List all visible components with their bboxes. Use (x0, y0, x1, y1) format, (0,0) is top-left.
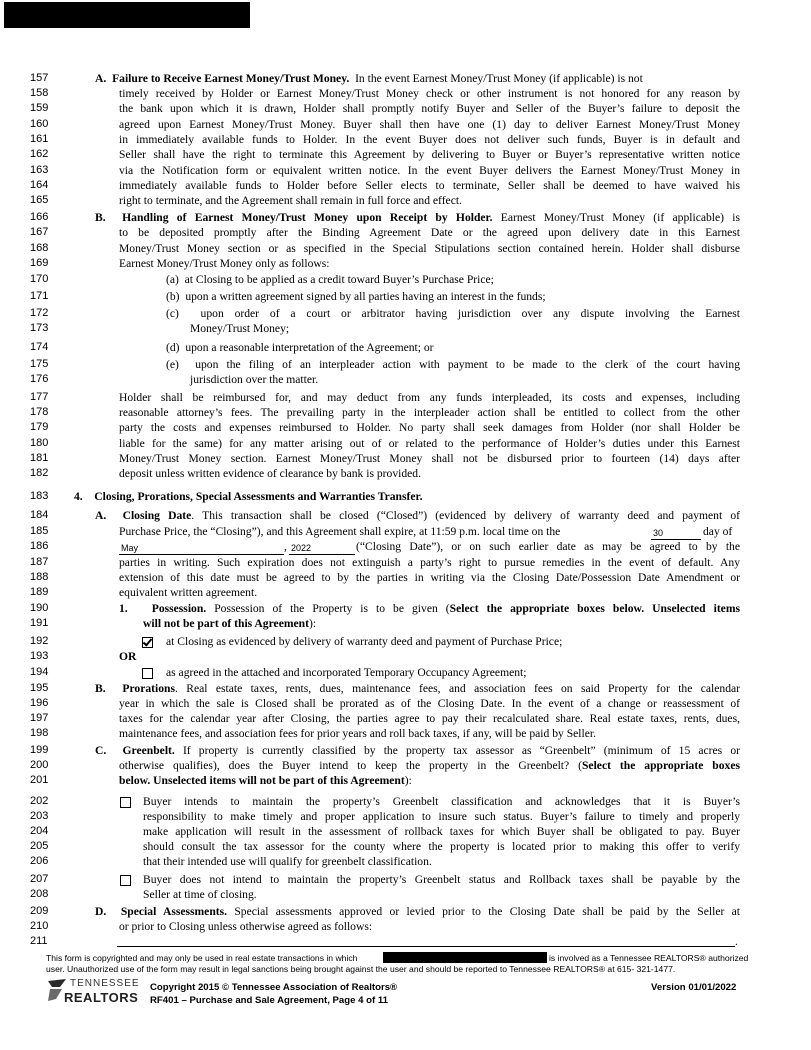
document-text-line: C. Greenbelt. If property is currently classified by the property tax assessor as “Greenbelt” (minimum of 15 acres or (95, 744, 740, 757)
line-number: 165 (30, 194, 49, 206)
document-text-line: will not be part of this Agreement): (143, 617, 317, 630)
line-number: 210 (30, 920, 49, 932)
document-text-line: (a) at Closing to be applied as a credit toward Buyer’s Purchase Price; (166, 273, 494, 286)
line-number: 169 (30, 257, 49, 269)
line-number: 168 (30, 242, 49, 254)
document-text-line: (“Closing Date”), or on such earlier date as may be agreed to by the (356, 540, 740, 553)
document-text-line: Buyer does not intend to maintain the property’s Greenbelt status and Rollback taxes shall be payable by the (143, 873, 740, 886)
document-text-line: otherwise qualifies), does the Buyer intend to keep the property in the Greenbelt? (Select the appropriate boxes (119, 759, 740, 772)
document-text-line: (d) upon a reasonable interpretation of the Agreement; or (166, 341, 434, 354)
footer-notice-line1-start: This form is copyrighted and may only be used in real estate transactions in which (46, 953, 358, 963)
document-text-line: D. Special Assessments. Special assessments approved or levied prior to the Closing Date shall be paid by the Seller at (95, 905, 741, 918)
document-text-line: maintenance fees, and association fees for prior years and roll back taxes, if any, will be paid by Seller. (119, 727, 596, 740)
line-number: 164 (30, 179, 49, 191)
document-text-line: in immediately available funds to Holder. In the event Buyer does not deliver such funds, Buyer is in default and (119, 133, 740, 146)
document-text-line: (c) upon order of a court or arbitrator having jurisdiction over any dispute involving the Earnest (166, 307, 740, 320)
document-text-line: taxes for the calendar year after Closing, the parties agree to pay their recalculated share. Real estate taxes, rents, dues, (119, 712, 740, 725)
closing-year-field[interactable]: 2022 (291, 543, 312, 553)
greenbelt-maintain-checkbox[interactable] (120, 797, 131, 808)
line-number: 167 (30, 226, 49, 238)
document-text-line: that their intended use will qualify for greenbelt classification. (143, 855, 432, 868)
line-number: 180 (30, 437, 49, 449)
document-text-line: Seller at time of closing. (143, 888, 257, 901)
line-number: 203 (30, 810, 49, 822)
document-text-line: responsibility to make timely and proper application to insure such status. Buyer’s failure to timely and properly (143, 810, 740, 823)
document-text-line: A. Failure to Receive Earnest Money/Trust Money. In the event Earnest Money/Trust Money (if applicable) is not (95, 72, 643, 85)
redaction-bar (4, 2, 250, 28)
document-text-line: deposit unless written evidence of clearance by bank is provided. (119, 467, 421, 480)
document-text-line: B. Prorations. Real estate taxes, rents, dues, maintenance fees, and association fees on said Property for the calendar (95, 682, 740, 695)
line-number: 196 (30, 697, 49, 709)
special-assessments-period: . (735, 935, 738, 948)
line-number: 177 (30, 391, 49, 403)
possession-temporary-occupancy-checkbox[interactable] (142, 668, 153, 679)
document-text-line: year in which the sale is Closed shall be prorated as of the Closing Date. In the event of a change or reassessment of (119, 697, 740, 710)
line-number: 202 (30, 795, 49, 807)
line-number: 190 (30, 602, 49, 614)
line-number: 187 (30, 556, 49, 568)
document-text-line: 1. Possession. Possession of the Property is to be given (Select the appropriate boxes below. Unselected items (119, 602, 741, 615)
line-number: 162 (30, 148, 49, 160)
line-number: 176 (30, 373, 49, 385)
line-number: 178 (30, 406, 49, 418)
line-number: 200 (30, 759, 49, 771)
logo-text-tennessee: TENNESSEE (70, 978, 140, 989)
document-text-line: liable for the same) for any matter arising out of or related to the performance of Holder’s duties under this Earnest (119, 437, 740, 450)
line-number: 160 (30, 118, 49, 130)
line-number: 185 (30, 525, 49, 537)
line-number: 179 (30, 421, 49, 433)
document-text-line: (b) upon a written agreement signed by all parties having an interest in the funds; (166, 290, 546, 303)
document-text-line: right to terminate, and the Agreement shall remain in full force and effect. (119, 194, 462, 207)
footer-notice-line2: user. Unauthorized use of the form may result in legal sanctions being brought against the user and should be reported to Tennessee REALTORS® at 615- 321-1477. (46, 964, 676, 974)
document-text-line: Money/Trust Money section. Earnest Money/Trust Money shall not be disbursed prior to fourteen (14) days after (119, 452, 740, 465)
line-number: 158 (30, 87, 49, 99)
document-text-line: below. Unselected items will not be part of this Agreement): (119, 774, 412, 787)
special-assessments-line[interactable] (117, 946, 735, 947)
year-comma: , (284, 540, 287, 553)
line-number: 189 (30, 586, 49, 598)
line-number: 195 (30, 682, 49, 694)
document-text-line: Holder shall be reimbursed for, and may deduct from any funds interpleaded, its costs and expenses, including (119, 391, 740, 404)
line-number: 186 (30, 540, 49, 552)
line-number: 207 (30, 873, 49, 885)
line-number: 197 (30, 712, 49, 724)
line-number: 161 (30, 133, 49, 145)
document-text-line: via the Notification form or equivalent written notice. In the event Buyer delivers the Earnest Money/Trust Money in (119, 164, 740, 177)
document-text-line: to be deposited promptly after the Binding Agreement Date or the agreed upon delivery date in this Earnest (119, 226, 740, 239)
line-number: 194 (30, 666, 49, 678)
line-number: 191 (30, 617, 49, 629)
line-number: 172 (30, 307, 49, 319)
line-number: 182 (30, 467, 49, 479)
closing-year-underline (289, 554, 355, 555)
greenbelt-not-maintain-checkbox[interactable] (120, 875, 131, 886)
document-text-line: OR (119, 650, 137, 663)
line-number: 184 (30, 509, 49, 521)
line-number: 204 (30, 825, 49, 837)
line-number: 208 (30, 888, 49, 900)
line-number: 211 (30, 935, 48, 947)
document-text-line: Purchase Price, the “Closing”), and this Agreement shall expire, at 11:59 p.m. local time on the (119, 525, 561, 538)
document-text-line: Buyer intends to maintain the property’s Greenbelt classification and acknowledges that it is Buyer’s (143, 795, 740, 808)
document-text-line: A. Closing Date. This transaction shall be closed (“Closed”) (evidenced by delivery of warranty deed and payment of (95, 509, 740, 522)
document-text-line: Seller shall have the right to terminate this Agreement by delivering to Buyer or Buyer’s representative written notice (119, 148, 740, 161)
line-number: 209 (30, 905, 49, 917)
document-text-line: jurisdiction over the matter. (190, 373, 319, 386)
document-text-line: reasonable attorney’s fees. The prevailing party in the interpleader action shall be entitled to collect from the other (119, 406, 740, 419)
line-number: 174 (30, 341, 49, 353)
line-number: 205 (30, 840, 49, 852)
document-text-line: at Closing as evidenced by delivery of warranty deed and payment of Purchase Price; (166, 635, 563, 648)
document-text-line: or prior to Closing unless otherwise agreed as follows: (119, 920, 373, 933)
document-text-line: Earnest Money/Trust Money only as follows: (119, 257, 330, 270)
document-text-line: 4. Closing, Prorations, Special Assessments and Warranties Transfer. (74, 490, 423, 503)
document-text-line: equivalent written agreement. (119, 586, 258, 599)
line-number: 166 (30, 211, 49, 223)
closing-month-underline (119, 554, 284, 555)
footer-redaction-bar (383, 952, 547, 963)
document-text-line: the bank upon which it is drawn, Holder shall promptly notify Buyer and Seller of the Buyer’s failure to deposit the (119, 102, 740, 115)
document-text-line: party the costs and expenses reimbursed to Holder. No party shall seek damages from Holder (nor shall Holder be (119, 421, 740, 434)
line-number: 159 (30, 102, 49, 114)
line-number: 192 (30, 635, 49, 647)
line-number: 193 (30, 650, 49, 662)
logo-text-realtors: REALTORS (64, 990, 139, 1005)
line-number: 198 (30, 727, 49, 739)
line-number: 206 (30, 855, 49, 867)
line-number: 199 (30, 744, 49, 756)
footer-form-title: RF401 – Purchase and Sale Agreement, Page 4 of 11 (150, 995, 388, 1006)
footer-version: Version 01/01/2022 (651, 982, 737, 993)
day-of-label: day of (703, 525, 733, 538)
line-number: 157 (30, 72, 49, 84)
document-text-line: agreed upon Earnest Money/Trust Money. Buyer shall then have one (1) day to deliver Earnest Money/Trust Money (119, 118, 740, 131)
document-text-line: immediately available funds to Holder before Seller elects to terminate, Seller shall be deemed to have waived his (119, 179, 740, 192)
closing-day-field[interactable]: 30 (653, 528, 664, 538)
document-text-line: make application will result in the assessment of rollback taxes for which Buyer shall be obligated to pay. Buyer (143, 825, 740, 838)
document-text-line: as agreed in the attached and incorporated Temporary Occupancy Agreement; (166, 666, 527, 679)
closing-day-underline (651, 539, 701, 540)
possession-at-closing-checkbox[interactable] (142, 637, 153, 648)
line-number: 201 (30, 774, 49, 786)
line-number: 163 (30, 164, 49, 176)
document-text-line: Money/Trust Money; (190, 322, 290, 335)
line-number: 175 (30, 358, 49, 370)
document-text-line: extension of this date must be agreed to by the parties in writing via the Closing Date/Possession Date Amendment or (119, 571, 740, 584)
document-text-line: timely received by Holder or Earnest Money/Trust Money check or other instrument is not honored for any reason by (119, 87, 740, 100)
line-number: 173 (30, 322, 49, 334)
document-text-line: should consult the tax assessor for the county where the property is located prior to making this offer to verify (143, 840, 740, 853)
line-number: 170 (30, 273, 49, 285)
document-text-line: B. Handling of Earnest Money/Trust Money upon Receipt by Holder. Earnest Money/Trust Money (if applicable) is (95, 211, 740, 224)
line-number: 188 (30, 571, 49, 583)
line-number: 181 (30, 452, 49, 464)
line-number: 183 (30, 490, 49, 502)
document-text-line: parties in writing. Such expiration does not extinguish a party’s right to pursue remedies in the event of default. Any (119, 556, 740, 569)
line-number: 171 (30, 290, 49, 302)
footer-notice-line1-end: is involved as a Tennessee REALTORS® authorized (549, 953, 749, 963)
footer-copyright: Copyright 2015 © Tennessee Association of Realtors® (150, 982, 398, 993)
closing-month-field[interactable]: May (121, 543, 139, 553)
document-text-line: (e) upon the filing of an interpleader action with payment to be made to the clerk of the court having (166, 358, 740, 371)
document-text-line: Money/Trust Money section or as specified in the Special Stipulations section contained herein. Holder shall disburse (119, 242, 740, 255)
